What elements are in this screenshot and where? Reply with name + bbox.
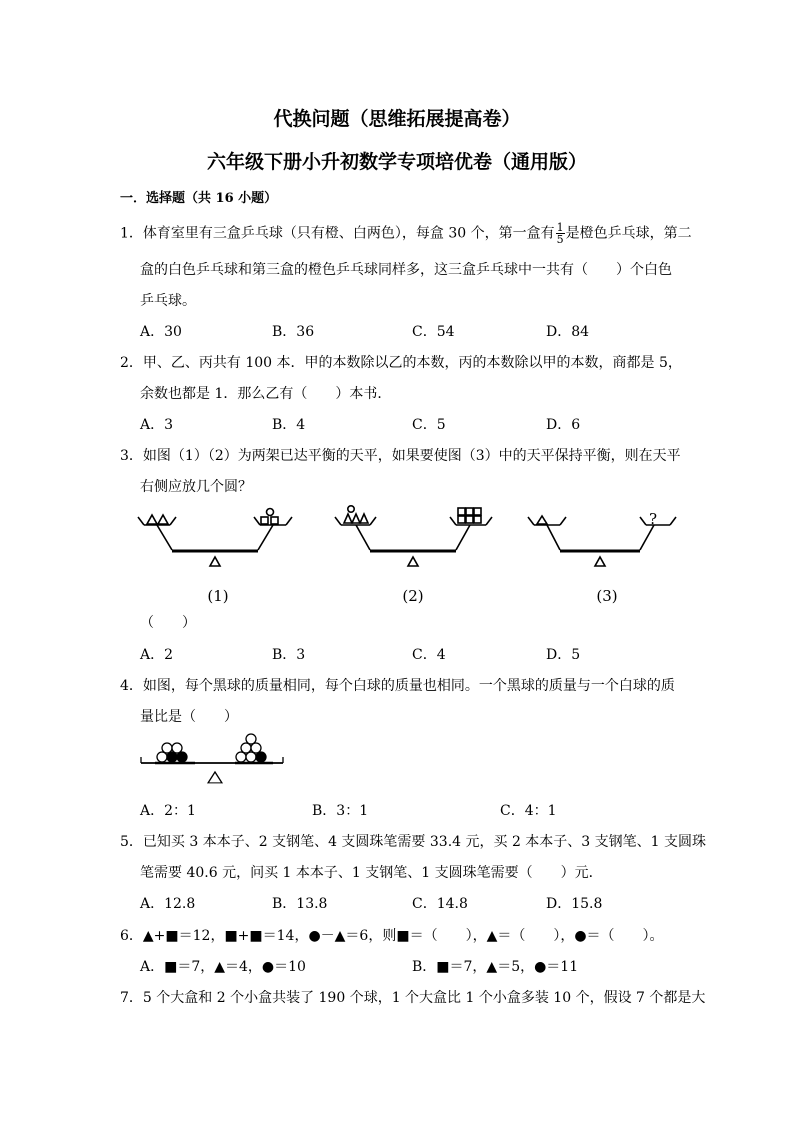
question-2-option-b[interactable]: B．4: [272, 417, 306, 433]
question-1-line-2: 盒的白色乒乓球和第三盒的橙色乒乓球同样多，这三盒乒乓球中一共有（ ）个白色: [140, 262, 672, 278]
square-icon: [466, 508, 473, 515]
balance-scale-2: [335, 506, 492, 566]
fraction-one-fifth: [556, 222, 565, 245]
question-6-option-a[interactable]: A．■＝7，▲＝4，●＝10: [140, 959, 306, 975]
white-ball: [251, 743, 261, 753]
question-6-line-1: 6．▲+■＝12，■+■＝14，●－▲＝6，则■＝（ ），▲＝（ ），●＝（ ）。: [120, 928, 664, 944]
question-2-line-1: 2．甲、乙、丙共有 100 本．甲的本数除以乙的本数，丙的本数除以甲的本数，商都是 5，: [120, 355, 682, 371]
document-subtitle: 六年级下册小升初数学专项培优卷（通用版）: [206, 151, 587, 173]
triangle-icon: [352, 514, 360, 523]
question-1-option-b[interactable]: B．36: [272, 324, 315, 340]
question-1-line-1: [120, 222, 692, 245]
document-title: 代换问题（思维拓展提高卷）: [273, 108, 521, 130]
answer-blank: （ ）: [140, 615, 196, 631]
question-4-line-2: 量比是（ ）: [140, 709, 238, 725]
question-1-text-b: 是橙色乒乓球，第二: [565, 225, 692, 242]
question-5-line-1: 5．已知买 3 本本子、2 支钢笔、4 支圆珠笔需要 33.4 元，买 2 本本子、3 支钢笔、1 支圆珠: [120, 834, 707, 850]
balance-scales-figure: [130, 500, 690, 610]
white-ball: [246, 752, 256, 762]
black-ball: [177, 752, 187, 762]
white-ball: [236, 752, 246, 762]
question-1-option-d[interactable]: D．84: [546, 324, 590, 340]
fraction-numerator: 1: [556, 221, 564, 234]
question-4-line-1: 4．如图，每个黑球的质量相同，每个白球的质量也相同。一个黑球的质量与一个白球的质: [120, 678, 675, 694]
square-icon: [458, 516, 465, 523]
black-ball: [167, 752, 177, 762]
triangle-icon: [158, 515, 168, 524]
question-1-text-a: 1．体育室里有三盒乒乓球（只有橙、白两色），每盒 30 个，第一盒有: [120, 225, 555, 242]
square-icon: [466, 516, 473, 523]
white-ball: [162, 743, 172, 753]
question-1-line-3: 乒乓球。: [140, 293, 196, 309]
figure-caption-1: (1): [207, 587, 229, 605]
question-3-option-b[interactable]: B．3: [272, 647, 306, 663]
question-5-line-2: 笔需要 40.6 元，问买 1 本本子、1 支钢笔、1 支圆珠笔需要（ ）元．: [140, 865, 603, 881]
triangle-icon: [344, 514, 352, 523]
question-4-option-c[interactable]: C．4：1: [500, 803, 557, 819]
white-ball: [157, 752, 167, 762]
question-1-option-c[interactable]: C．54: [412, 324, 455, 340]
question-3-line-2: 右侧应放几个圆？: [140, 479, 252, 495]
triangle-icon: [360, 514, 368, 523]
question-5-option-c[interactable]: C．14.8: [412, 896, 468, 912]
question-4-option-a[interactable]: A．2：1: [140, 803, 196, 819]
question-3-line-1: 3．如图（1）（2）为两架已达平衡的天平，如果要使图（3）中的天平保持平衡，则在天平: [120, 448, 681, 464]
white-ball: [172, 743, 182, 753]
square-icon: [458, 508, 465, 515]
question-5-option-d[interactable]: D．15.8: [546, 896, 603, 912]
question-5-option-a[interactable]: A．12.8: [140, 896, 196, 912]
figure-caption-3: (3): [596, 587, 618, 605]
square-icon: [271, 517, 278, 524]
figure-caption-2: (2): [402, 587, 424, 605]
circle-icon: [348, 506, 354, 512]
question-2-option-a[interactable]: A．3: [140, 417, 174, 433]
question-6-option-b[interactable]: B．■＝7，▲＝5，●＝11: [412, 959, 579, 975]
black-ball: [256, 752, 266, 762]
circle-icon: [267, 509, 274, 516]
triangle-icon: [147, 515, 157, 524]
white-ball: [246, 734, 256, 744]
question-4-option-b[interactable]: B．3：1: [312, 803, 369, 819]
question-mark: ?: [648, 510, 658, 528]
question-5-option-b[interactable]: B．13.8: [272, 896, 328, 912]
question-2-line-2: 余数也都是 1．那么乙有（ ）本书．: [140, 386, 392, 402]
question-3-option-d[interactable]: D．5: [546, 647, 581, 663]
question-2-option-d[interactable]: D．6: [546, 417, 581, 433]
white-ball: [241, 743, 251, 753]
question-3-option-c[interactable]: C．4: [412, 647, 446, 663]
section-heading: 一．选择题（共 16 小题）: [120, 191, 278, 206]
ball-balance-figure: [135, 732, 295, 788]
triangle-icon: [537, 516, 547, 524]
question-3-option-a[interactable]: A．2: [140, 647, 174, 663]
square-icon: [474, 516, 481, 523]
fraction-denominator: 5: [556, 233, 564, 246]
question-7-line-1: 7．5 个大盒和 2 个小盒共装了 190 个球，1 个大盒比 1 个小盒多装 10 个，假设 7 个都是大: [120, 990, 706, 1006]
question-2-option-c[interactable]: C．5: [412, 417, 446, 433]
square-icon: [261, 517, 268, 524]
square-icon: [474, 508, 481, 515]
question-1-option-a[interactable]: A．30: [140, 324, 182, 340]
balance-scale-1: [138, 509, 292, 567]
